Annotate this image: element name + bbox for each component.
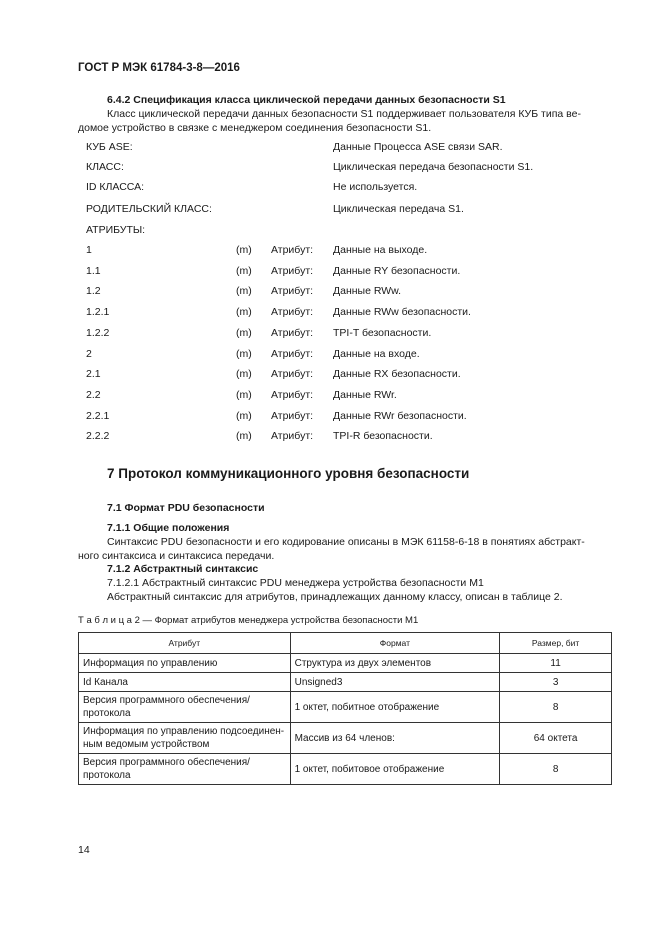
section-6-4-2-para-line1: Класс циклической передачи данных безопасности S1 поддерживает пользователя КУБ типа ве-	[107, 108, 581, 120]
table-2-caption	[78, 615, 418, 626]
section-6-4-2-title: 6.4.2 Спецификация класса циклической передачи данных безопасности S1	[107, 94, 506, 106]
spec-key: РОДИТЕЛЬСКИЙ КЛАСС:	[86, 203, 212, 215]
column-header-attribute: Атрибут	[79, 633, 291, 654]
attribute-mandatory-flag: (m)	[236, 430, 252, 443]
page-number: 14	[78, 844, 90, 856]
cell-size: 8	[500, 692, 612, 723]
section-7-1-1-line1: Синтаксис PDU безопасности и его кодирование описаны в МЭК 61158-6-18 в понятиях абстракт-	[107, 536, 585, 548]
table-row	[79, 673, 612, 692]
attribute-mandatory-flag: (m)	[236, 306, 252, 319]
attribute-description: Данные RWw.	[333, 285, 402, 298]
section-7-1-1-title: 7.1.1 Общие положения	[107, 522, 230, 534]
attribute-mandatory-flag: (m)	[236, 264, 252, 277]
attribute-number: 1	[86, 244, 92, 256]
attribute-label: Атрибут:	[271, 430, 314, 443]
attribute-description: Данные RWr безопасности.	[333, 409, 467, 422]
attribute-label: Атрибут:	[271, 368, 314, 381]
cell-attribute-line: Версия программного обеспечения/	[83, 695, 250, 706]
attribute-number: 2	[86, 347, 92, 360]
cell-format: 1 октет, побитное отображение	[290, 692, 500, 723]
attribute-number: 2.1	[86, 368, 101, 381]
table-2-caption-prefix: Т а б л и ц а 2	[78, 615, 140, 626]
attribute-label: Атрибут:	[271, 326, 314, 339]
spec-key: КУБ ASE:	[86, 141, 133, 153]
cell-attribute	[79, 692, 291, 723]
cell-attribute-line: протокола	[83, 708, 131, 719]
table-row	[79, 723, 612, 754]
attribute-label: Атрибут:	[271, 409, 314, 422]
attribute-label: Атрибут:	[271, 306, 314, 319]
cell-size: 64 октета	[500, 723, 612, 754]
table-row	[79, 754, 612, 785]
attribute-number: 1.2.2	[86, 326, 110, 339]
attribute-description: Данные RWr.	[333, 388, 397, 401]
section-7-1-2-1-text: Абстрактный синтаксис для атрибутов, принадлежащих данному классу, описан в таблице 2.	[107, 591, 563, 603]
cell-attribute-line: протокола	[83, 770, 131, 781]
spec-key: ID КЛАССА:	[86, 181, 145, 193]
attribute-number: 2.2.2	[86, 430, 110, 443]
cell-attribute-line: Информация по управлению подсоединен-	[83, 726, 285, 737]
table-2-caption-text: — Формат атрибутов менеджера устройства безопасности M1	[139, 615, 419, 626]
attribute-label: Атрибут:	[271, 388, 314, 401]
attribute-description: Данные RY безопасности.	[333, 264, 461, 277]
column-header-format: Формат	[290, 633, 500, 654]
attribute-number: 2.2	[86, 388, 101, 401]
attribute-mandatory-flag: (m)	[236, 326, 252, 339]
attribute-label: Атрибут:	[271, 285, 314, 298]
attribute-label: Атрибут:	[271, 264, 314, 277]
attribute-mandatory-flag: (m)	[236, 347, 252, 360]
attribute-description: Данные на входе.	[333, 347, 420, 360]
document-header: ГОСТ Р МЭК 61784-3-8—2016	[78, 62, 240, 74]
table-2	[78, 632, 612, 785]
attribute-number: 1.1	[86, 264, 101, 277]
cell-attribute	[79, 723, 291, 754]
spec-value: Циклическая передача S1.	[333, 203, 464, 215]
attribute-mandatory-flag: (m)	[236, 388, 252, 401]
cell-size: 11	[500, 654, 612, 673]
attribute-mandatory-flag: (m)	[236, 368, 252, 381]
cell-size: 3	[500, 673, 612, 692]
attribute-mandatory-flag: (m)	[236, 409, 252, 422]
table-row	[79, 654, 612, 673]
attribute-description: TPI-T безопасности.	[333, 326, 432, 339]
cell-size: 8	[500, 754, 612, 785]
attribute-description: Данные RX безопасности.	[333, 368, 461, 381]
section-7-1-title: 7.1 Формат PDU безопасности	[107, 502, 265, 514]
cell-attribute-line: Информация по управлению	[83, 657, 218, 669]
spec-value: Данные Процесса ASE связи SAR.	[333, 141, 503, 153]
cell-attribute-line: ным ведомым устройством	[83, 739, 210, 750]
cell-attribute-line: Версия программного обеспечения/	[83, 757, 250, 768]
cell-format: Массив из 64 членов:	[290, 723, 500, 754]
attribute-description: Данные RWw безопасности.	[333, 306, 471, 319]
cell-format: Unsigned3	[290, 673, 500, 692]
column-header-size: Размер, бит	[500, 633, 612, 654]
table-row	[79, 692, 612, 723]
cell-format: 1 октет, побитовое отображение	[290, 754, 500, 785]
section-7-1-1-line2: ного синтаксиса и синтаксиса передачи.	[78, 550, 275, 562]
cell-attribute	[79, 673, 291, 692]
spec-value: Не используется.	[333, 181, 418, 193]
table-header-row	[79, 633, 612, 654]
attribute-number: 1.2.1	[86, 306, 110, 319]
section-6-4-2-para-line2: домое устройство в связке с менеджером соединения безопасности S1.	[78, 122, 432, 134]
section-7-1-2-1-title: 7.1.2.1 Абстрактный синтаксис PDU менеджера устройства безопасности M1	[107, 577, 484, 589]
attribute-mandatory-flag: (m)	[236, 244, 252, 256]
spec-value: Циклическая передача безопасности S1.	[333, 161, 534, 173]
attribute-label: Атрибут:	[271, 347, 314, 360]
spec-key: КЛАСС:	[86, 161, 124, 173]
attribute-number: 2.2.1	[86, 409, 110, 422]
attribute-label: Атрибут:	[271, 244, 314, 256]
cell-attribute	[79, 754, 291, 785]
attribute-description: TPI-R безопасности.	[333, 430, 433, 443]
cell-attribute	[79, 654, 291, 673]
cell-attribute-line: Id Канала	[83, 676, 128, 688]
attribute-number: 1.2	[86, 285, 101, 298]
cell-format: Структура из двух элементов	[290, 654, 500, 673]
attribute-mandatory-flag: (m)	[236, 285, 252, 298]
section-7-1-2-title: 7.1.2 Абстрактный синтаксис	[107, 563, 259, 575]
attribute-description: Данные на выходе.	[333, 244, 428, 256]
section-7-title: 7 Протокол коммуникационного уровня безопасности	[107, 466, 470, 481]
attributes-label: АТРИБУТЫ:	[86, 224, 146, 236]
